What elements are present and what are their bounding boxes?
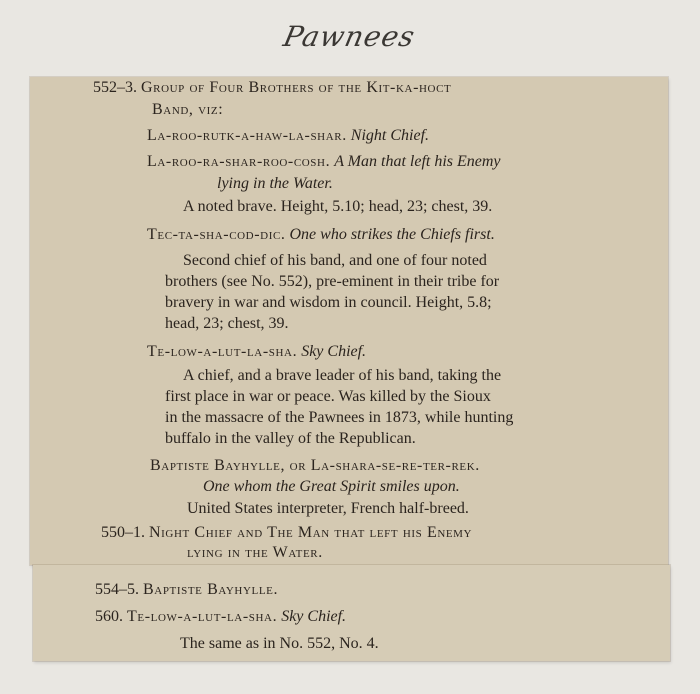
person-translation: Sky Chief.: [301, 343, 367, 360]
entry-heading-line1: Group of Four Brothers of the Kit-ka-hoct: [141, 79, 452, 96]
entry-number: 554–5.: [95, 581, 139, 598]
entry-560-description: The same as in No. 552, No. 4.: [180, 635, 379, 652]
person-tec-ta-sha: [147, 225, 495, 245]
person-translation: One whom the Great Spirit smiles upon.: [203, 478, 460, 495]
person-name: Te-low-a-lut-la-sha.: [127, 608, 278, 625]
entry-heading-line2: lying in the Water.: [187, 544, 323, 561]
description-line: A chief, and a brave leader of his band, taking the: [183, 367, 502, 384]
entry-550-heading: [101, 523, 472, 543]
description-line: buffalo in the valley of the Republican.: [165, 430, 416, 447]
person-name: La-roo-rutk-a-haw-la-shar.: [147, 127, 347, 144]
entry-number: 550–1.: [101, 524, 145, 541]
description-line: brothers (see No. 552), pre-eminent in their tribe for: [165, 273, 500, 290]
person-night-chief: [147, 126, 429, 146]
person-name: La-roo-ra-shar-roo-cosh.: [147, 153, 331, 170]
entry-number: 560.: [95, 608, 123, 625]
description-line: in the massacre of the Pawnees in 1873, while hunting: [165, 409, 514, 426]
description-line: bravery in war and wisdom in council. Height, 5.8;: [165, 294, 492, 311]
handwritten-title: Pawnees: [280, 20, 419, 53]
entry-number: 552–3.: [93, 79, 137, 96]
description-line: head, 23; chest, 39.: [165, 315, 289, 332]
entry-554: [95, 580, 278, 600]
entry-560: [95, 607, 346, 627]
person-name: Te-low-a-lut-la-sha.: [147, 343, 298, 360]
person-man-left-enemy: [147, 152, 501, 172]
person-translation: A Man that left his Enemy: [334, 153, 501, 170]
person-translation-cont: lying in the Water.: [217, 175, 333, 192]
person-sky-chief: [147, 342, 366, 362]
person-description: A noted brave. Height, 5.10; head, 23; chest, 39.: [183, 198, 493, 215]
description-line: Second chief of his band, and one of four noted: [183, 252, 487, 269]
entry-heading-line1: Night Chief and The Man that left his Enemy: [149, 524, 473, 541]
person-name: Tec-ta-sha-cod-dic.: [147, 226, 286, 243]
person-description: United States interpreter, French half-breed.: [187, 500, 469, 517]
entry-text: Baptiste Bayhylle.: [143, 581, 279, 598]
entry-552-heading: [93, 78, 451, 98]
description-line: first place in war or peace. Was killed by the Sioux: [165, 388, 491, 405]
person-translation: Sky Chief.: [281, 608, 347, 625]
person-translation: One who strikes the Chiefs first.: [289, 226, 495, 243]
person-name-baptiste: Baptiste Bayhylle, or La-shara-se-re-ter-rek.: [150, 457, 480, 474]
entry-heading-line2: Band, viz:: [152, 101, 224, 118]
person-translation: Night Chief.: [350, 127, 430, 144]
